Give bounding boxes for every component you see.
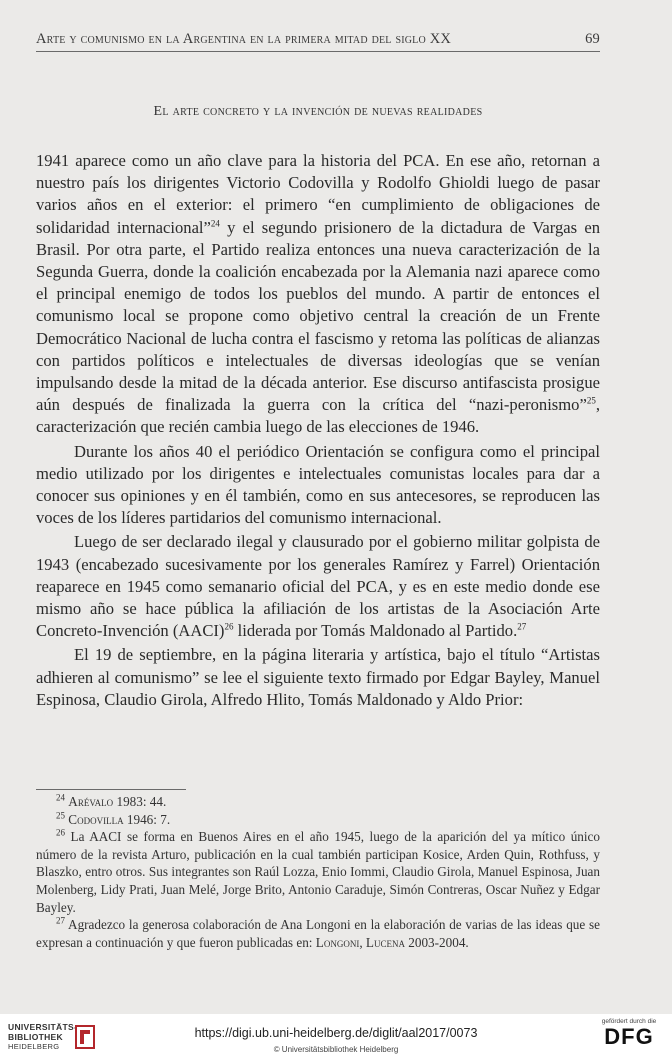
library-name-line-3: HEIDELBERG: [8, 1042, 60, 1051]
paragraph-1-text-a: 1941 aparece como un año clave para la historia del PCA. En ese año, retornan a nuestro país los dirigentes Victorio Codovilla y Rodolfo Ghioldi luego de pasar varios años en el exterior: el primero “en cumplimiento de obligaciones de solidaridad internacional”: [36, 151, 600, 237]
running-head: [36, 31, 600, 48]
footnote-rule: [36, 789, 186, 790]
library-name-line-2: BIBLIOTHEK: [8, 1032, 63, 1042]
body-text: [36, 150, 600, 711]
paragraph-3-text-a: Luego de ser declarado ilegal y clausurado por el gobierno militar golpista de 1943 (encabezado sucesivamente por los generales Ramírez y Farrel) Orientación reaparece en 1945 como semanario oficial del PCA, y es en este medio donde ese mismo año se hace pública la afiliación de los artistas de la Asociación Arte Concreto-Invención (AACI): [36, 532, 600, 641]
footnote-text: La AACI se forma en Buenos Aires en el año 1945, luego de la aparición del ya mítico único número de la revista Arturo, publicación en la cual también participan Kosice, Arden Quin, Rothfuss, y Blaszko, entro otros. Sus integrantes son Raúl Lozza, Enio Iommi, Claudio Girola, Manuel Espinosa, Juan Molenberg, Lidy Prati, Juan Melé, Jorge Brito, Antonio Caraduje, Simón Contreras, Oscar Nuñez y Edgar Bayley.: [36, 829, 600, 915]
library-name-line-1: UNIVERSITÄTS-: [8, 1022, 78, 1032]
footnote-ref-24[interactable]: 24: [210, 218, 220, 229]
page-number: 69: [585, 31, 600, 47]
footnote-number: 26: [56, 827, 65, 838]
paragraph-1: [36, 150, 600, 439]
footnote-ref-27[interactable]: 27: [517, 621, 527, 632]
paragraph-1-text-c: , caracterización que recién cambia luego de las elecciones de 1946.: [36, 395, 600, 437]
footnote-26: [36, 828, 600, 916]
paragraph-4: El 19 de septiembre, en la página literaria y artística, bajo el título “Artistas adhieren al comunismo” se lee el siguiente texto firmado por Edgar Bayley, Manuel Espinosa, Claudio Girola, Alfredo Hlito, Tomás Maldonado y Aldo Prior:: [36, 645, 600, 709]
section-title: El arte concreto y la invención de nuevas realidades: [153, 104, 483, 119]
footnote-year: 2003-2004.: [404, 934, 469, 950]
source-url-link[interactable]: https://digi.ub.uni-heidelberg.de/diglit/aal2017/0073: [194, 1026, 478, 1040]
running-head-title: Arte y comunismo en la Argentina en la primera mitad del siglo XX: [36, 31, 452, 47]
footnote-text: Agradezco la generosa colaboración de Ana Longoni en la elaboración de varias de las ideas que se expresan a continuación y que fueron publicadas en:: [36, 917, 600, 950]
footnote-number: 27: [56, 915, 65, 926]
footnote-24: [36, 793, 600, 811]
paragraph-2: Durante los años 40 el periódico Orientación se configura como el principal medio utilizado por los dirigentes e intelectuales comunistas locales para dar a conocer sus opiniones y en él también, como en sus antecesores, se reproducen las voces de los líderes partidarios del comunismo internacional.: [36, 441, 600, 528]
header-rule: [36, 51, 600, 52]
footnote-27: [36, 916, 600, 951]
copyright-notice: © Universitätsbibliothek Heidelberg: [273, 1045, 399, 1054]
paragraph-3-text-b: liderada por Tomás Maldonado al Partido.: [233, 621, 518, 641]
footnote-ref-text: 1946: 7.: [123, 811, 171, 827]
footnotes: [36, 793, 600, 951]
footnote-ref-26[interactable]: 26: [224, 621, 234, 632]
footnote-ref-text: 1983: 44.: [113, 794, 167, 809]
paragraph-1-text-b: y el segundo prisionero de la dictadura de Vargas en Brasil. Por otra parte, el Partido realiza entonces una nueva caracterización de la Segunda Guerra, donde la coalición encabezada por la Alemania nazi aparece como el principal enemigo de todos los pueblos del mundo. A partir de entonces el comunismo local se propone como objetivo central la creación de un Frente Democrático Nacional de lucha contra el fascismo y retoma las políticas de alianzas con partidos políticos e intelectuales de diversas ideologías que se venían impulsando desde la mitad de la década anterior. Ese discurso antifascista prosigue aún después de finalizada la guerra con la crítica del “nazi-peronismo”: [36, 217, 600, 415]
footnote-number: 24: [56, 792, 65, 803]
footnote-author: Codovilla: [68, 811, 124, 827]
dfg-logo-text: DFG: [604, 1024, 654, 1049]
viewer-footer: [0, 1014, 672, 1059]
dfg-logo[interactable]: [598, 1018, 660, 1049]
footnote-number: 25: [56, 810, 65, 821]
funder-note: gefördert durch die: [601, 1018, 657, 1025]
footnote-author: Arévalo: [68, 794, 114, 809]
footnote-author: Longoni, Lucena: [315, 934, 405, 950]
footnote-ref-25[interactable]: 25: [586, 395, 596, 406]
footnote-25: [36, 811, 600, 829]
paragraph-3: [36, 531, 600, 642]
